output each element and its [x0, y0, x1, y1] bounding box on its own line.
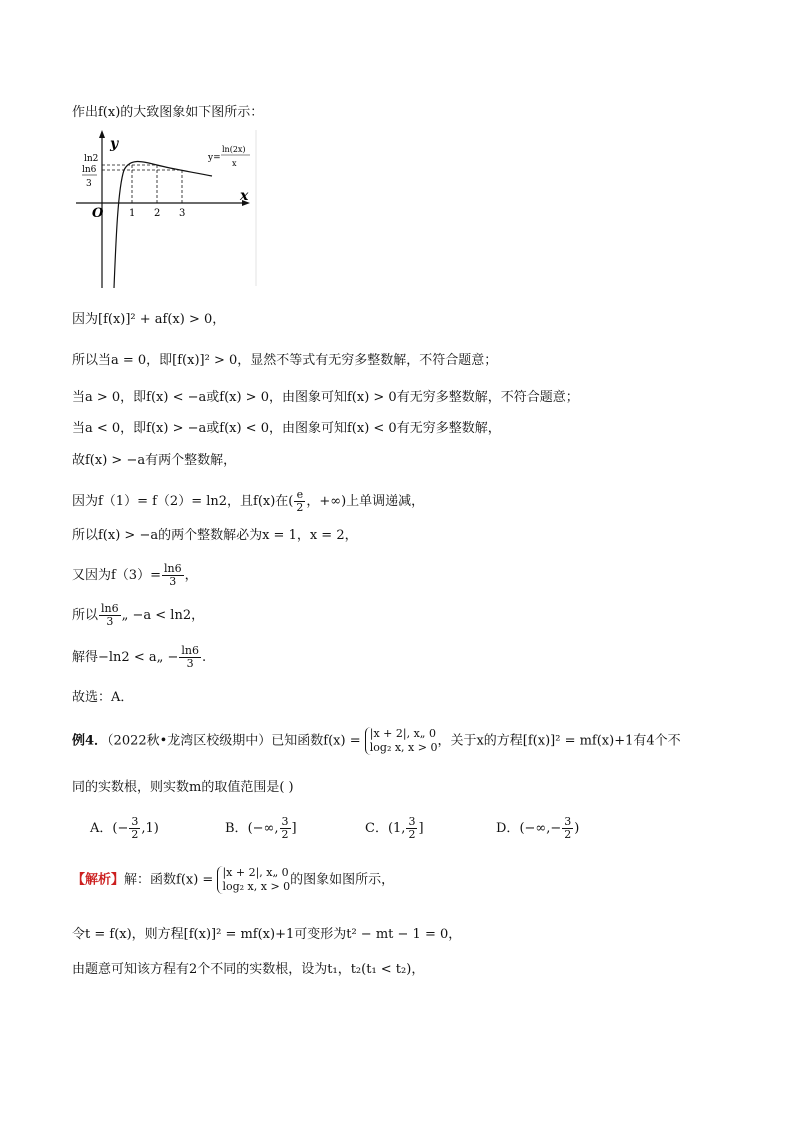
- fraction-ln6-over-3: $\frac{\ln 6}{3}$: [163, 562, 182, 588]
- answer-line: 故选：A．: [72, 690, 134, 705]
- line-7-b: ，+∞)上单调递减，: [306, 494, 425, 509]
- analysis-tag: 【解析】: [72, 872, 125, 888]
- example-rest: ，关于x的方程[f(x)]² = mf(x)+1有4个不: [437, 733, 681, 749]
- line-7: [72, 489, 424, 514]
- fraction-ln6-over-3: $\frac{\ln 6}{3}$: [181, 644, 199, 670]
- line-3: 所以当a = 0，即[f(x)]² > 0，显然不等式有无穷多整数解，不符合题意；: [72, 353, 498, 368]
- curve: [114, 161, 212, 288]
- curve-label-pre: y=: [208, 153, 221, 163]
- example-4-line-2: 同的实数根，则实数m的取值范围是( ): [72, 780, 294, 795]
- line-11: 解得−ln2 < a„ − $\frac{\ln 6}{3}$ .: [72, 644, 207, 670]
- example-label: 例4．: [72, 733, 108, 749]
- curve-label-num: ln(2x): [222, 145, 246, 154]
- ln6-label-den: 3: [86, 179, 92, 189]
- line-2: 因为[f(x)]² + af(x) > 0，: [72, 312, 226, 327]
- option-a[interactable]: A．(− $\frac{3}{2}$ ,1): [90, 815, 159, 841]
- fraction-ln6-over-3: $\frac{\ln 6}{3}$: [101, 602, 119, 628]
- piecewise-function: |x + 2|, x„ 0 log₂ x, x > 0: [217, 866, 290, 894]
- line-6: 故f(x) > −a有两个整数解，: [72, 453, 237, 468]
- fraction-e-over-2: $\frac{e}{2}$: [296, 488, 304, 514]
- line-7-a: 因为f（1）= f（2）= ln2，且f(x)在(: [72, 494, 294, 509]
- analysis-text: 解：函数f(x) =: [124, 872, 214, 888]
- line-4: 当a > 0，即f(x) < −a或f(x) > 0，由图象可知f(x) > 0有无穷多整数解，不符合题意；: [72, 390, 579, 405]
- line-5: 当a < 0，即f(x) > −a或f(x) < 0，由图象可知f(x) < 0有无穷多整数解，: [72, 421, 501, 436]
- analysis-line-3: 由题意可知该方程有2个不同的实数根，设为t₁，t₂(t₁ < t₂)，: [72, 962, 425, 977]
- analysis-line: [72, 866, 394, 894]
- function-graph: [72, 128, 262, 290]
- tick3-label: 3: [179, 208, 186, 219]
- ln6-label-num: ln6: [82, 165, 97, 175]
- y-axis-arrow: [99, 130, 105, 138]
- x-axis-label: x: [240, 188, 249, 204]
- ln2-label: ln2: [84, 154, 99, 164]
- analysis-line-2: 令t = f(x)，则方程[f(x)]² = mf(x)+1可变形为t² − mt − 1 = 0，: [72, 927, 462, 942]
- curve-label-den: x: [232, 159, 237, 168]
- analysis-rest: 的图象如图所示，: [290, 872, 395, 888]
- tick1-label: 1: [129, 208, 136, 219]
- origin-label: O: [92, 206, 104, 221]
- piecewise-function: |x + 2|, x„ 0 log₂ x, x > 0: [365, 727, 438, 755]
- line-10: 所以 $\frac{\ln 6}{3}$ „ −a < ln2，: [72, 602, 205, 628]
- example-4-line: [72, 727, 681, 755]
- option-b[interactable]: B．(−∞, $\frac{3}{2}$ ]: [225, 815, 297, 841]
- intro-line: 作出f(x)的大致图象如下图所示：: [72, 105, 264, 120]
- line-9: 又因为f（3）= $\frac{\ln 6}{3}$ ，: [72, 562, 198, 588]
- example-source: （2022秋•龙湾区校级期中）已知函数f(x) =: [107, 733, 361, 749]
- line-8: 所以f(x) > −a的两个整数解必为x = 1，x = 2，: [72, 528, 358, 543]
- option-d[interactable]: D．(−∞,− $\frac{3}{2}$ ): [496, 815, 580, 841]
- option-c[interactable]: C．(1, $\frac{3}{2}$ ]: [365, 815, 424, 841]
- tick2-label: 2: [154, 208, 161, 219]
- y-axis-label: y: [110, 136, 119, 152]
